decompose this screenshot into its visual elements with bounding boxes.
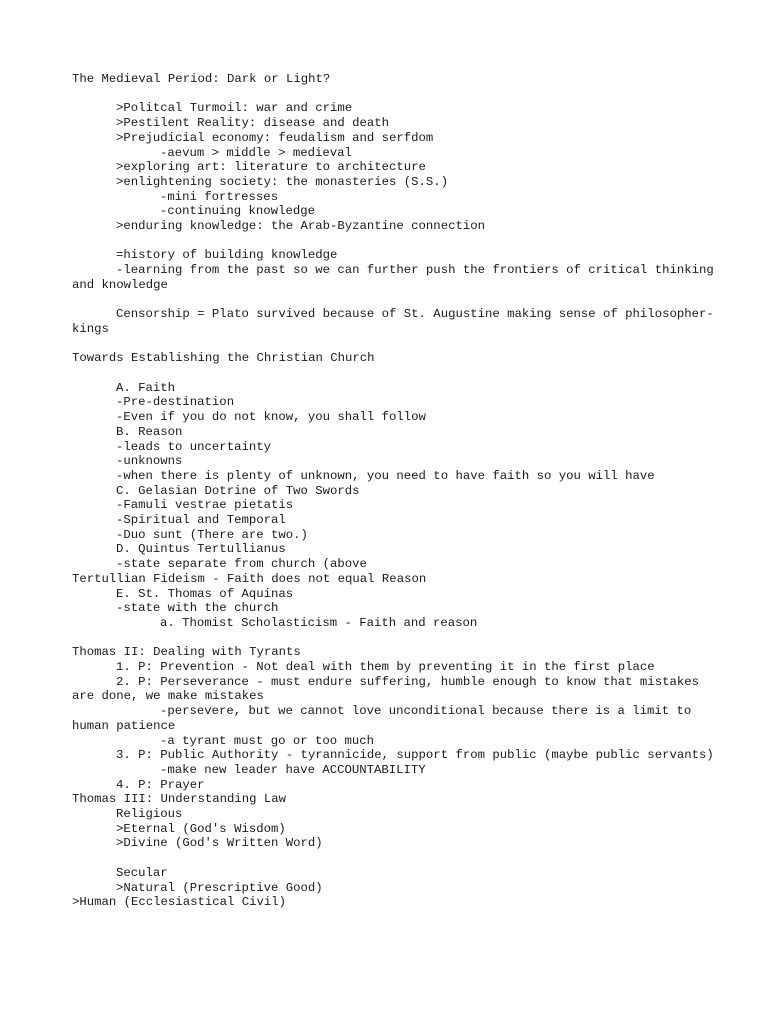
text-line: -Duo sunt (There are two.) xyxy=(116,527,308,542)
text-line: -Pre-destination xyxy=(116,395,235,410)
text-line: A. Faith xyxy=(116,380,176,395)
text-line: Religious xyxy=(116,807,183,822)
text-line: The Medieval Period: Dark or Light? xyxy=(72,72,331,86)
blank-line xyxy=(72,851,728,866)
text-line: -leads to uncertainty xyxy=(116,439,271,454)
text-line: >enduring knowledge: the Arab-Byzantine connection xyxy=(116,219,485,234)
text-line: -learning from the past so we can further push the frontiers of critical thinking and knowledge xyxy=(72,263,722,292)
text-line: 2. P: Perseverance - must endure suffering, humble enough to know that mistakes are done, we make mistakes xyxy=(72,674,707,704)
blank-line xyxy=(72,366,728,381)
blank-line xyxy=(72,293,728,308)
text-line: >Pestilent Reality: disease and death xyxy=(116,116,390,131)
text-line: >Politcal Turmoil: war and crime xyxy=(116,101,353,116)
text-line: -continuing knowledge xyxy=(160,204,315,219)
text-line: >Natural (Prescriptive Good) xyxy=(116,880,323,895)
text-line: >Human (Ecclesiastical Civil) xyxy=(72,895,287,910)
text-line: -aevum > middle > medieval xyxy=(160,145,352,160)
text-line: E. St. Thomas of Aquinas xyxy=(116,586,294,601)
text-line: -persevere, but we cannot love unconditional because there is a limit to human patience xyxy=(72,704,699,733)
text-line: 4. P: Prayer xyxy=(116,777,205,792)
text-line: 3. P: Public Authority - tyrannicide, support from public (maybe public servants) xyxy=(116,748,714,763)
text-line: Secular xyxy=(116,865,168,880)
text-line: D. Quintus Tertullianus xyxy=(116,542,286,557)
text-line: -Spiritual and Temporal xyxy=(116,513,286,528)
blank-line xyxy=(72,631,728,646)
text-line: -mini fortresses xyxy=(160,189,279,204)
text-line: >Eternal (God's Wisdom) xyxy=(116,821,286,836)
text-line: -state with the church xyxy=(116,601,279,616)
text-line: Towards Establishing the Christian Church xyxy=(72,351,375,366)
text-line: Tertullian Fideism - Faith does not equal Reason xyxy=(72,571,427,586)
blank-line xyxy=(72,337,728,352)
text-line: -Even if you do not know, you shall follow xyxy=(116,410,426,425)
text-line: -state separate from church (above xyxy=(116,557,367,572)
text-line: -unknowns xyxy=(116,454,183,469)
blank-line xyxy=(72,87,728,102)
text-line: a. Thomist Scholasticism - Faith and reason xyxy=(160,615,478,630)
text-line: Thomas II: Dealing with Tyrants xyxy=(72,645,301,660)
text-line: >enlightening society: the monasteries (S.S.) xyxy=(116,174,449,189)
text-line: C. Gelasian Dotrine of Two Swords xyxy=(116,483,360,498)
text-line: Thomas III: Understanding Law xyxy=(72,792,287,807)
text-line: =history of building knowledge xyxy=(116,248,338,263)
text-line: >Divine (God's Written Word) xyxy=(116,836,323,851)
text-line: -a tyrant must go or too much xyxy=(160,733,375,748)
text-line: -when there is plenty of unknown, you need to have faith so you will have xyxy=(116,468,655,483)
text-line: -Famuli vestrae pietatis xyxy=(116,498,294,513)
blank-line xyxy=(72,234,728,249)
text-line: >exploring art: literature to architecture xyxy=(116,160,426,175)
text-line: B. Reason xyxy=(116,424,183,439)
text-line: -make new leader have ACCOUNTABILITY xyxy=(160,762,426,777)
text-line: 1. P: Prevention - Not deal with them by preventing it in the first place xyxy=(116,660,655,675)
text-line: Censorship = Plato survived because of St. Augustine making sense of philosopher-kings xyxy=(72,307,714,336)
text-line: >Prejudicial economy: feudalism and serfdom xyxy=(116,130,434,145)
